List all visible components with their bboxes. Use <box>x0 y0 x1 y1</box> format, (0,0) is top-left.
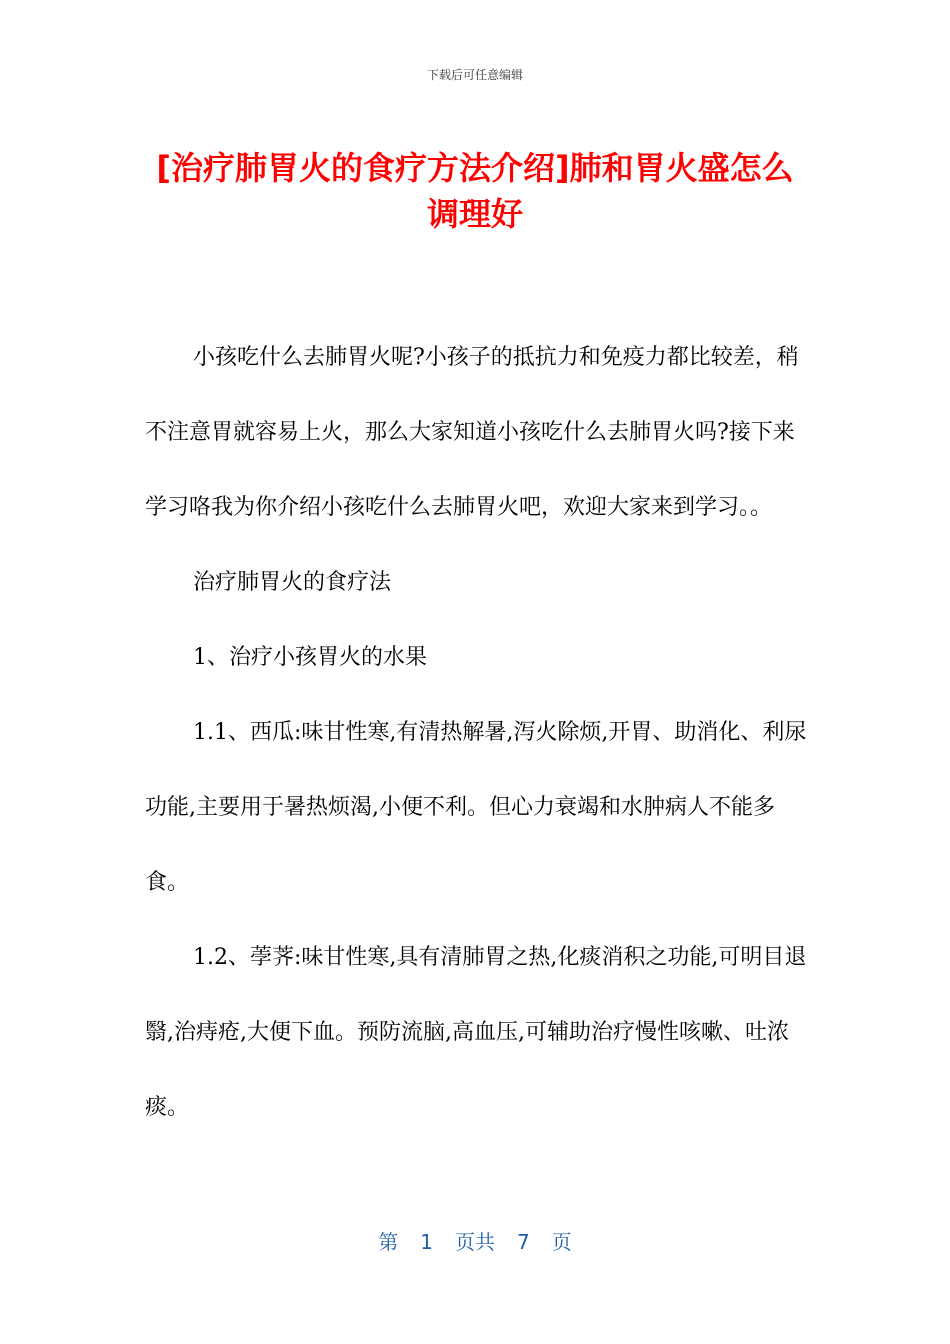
footer-total-pages: 7 <box>517 1230 530 1254</box>
intro-paragraph: 小孩吃什么去肺胃火呢?小孩子的抵抗力和免疫力都比较差，稍不注意胃就容易上火，那么大家知道小孩吃什么去肺胃火吗?接下来学习咯我为你介绍小孩吃什么去肺胃火吧，欢迎大家来到学习。。 <box>145 345 799 520</box>
section-heading: 治疗肺胃火的食疗法 <box>193 570 392 595</box>
document-title: [治疗肺胃火的食疗方法介绍]肺和胃火盛怎么调理好 <box>156 149 794 233</box>
subsection-heading: 1、治疗小孩胃火的水果 <box>193 645 427 670</box>
item-water-chestnut-paragraph: 1.2、荸荠:味甘性寒,具有清肺胃之热,化痰消积之功能,可明目退翳,治痔疮,大便下血。预防流脑,高血压,可辅助治疗慢性咳嗽、吐浓痰。 <box>145 945 807 1120</box>
footer-middle: 页共 <box>455 1230 495 1254</box>
item-watermelon-paragraph: 1.1、西瓜:味甘性寒,有清热解暑,泻火除烦,开胃、助消化、利尿功能,主要用于暑热烦渴,小便不利。但心力衰竭和水肿病人不能多食。 <box>145 720 807 895</box>
document-body <box>145 320 810 1145</box>
footer-current-page: 1 <box>420 1230 433 1254</box>
footer-prefix: 第 <box>378 1230 399 1254</box>
footer-suffix: 页 <box>551 1230 572 1254</box>
page-footer <box>0 1226 950 1255</box>
header-note: 下载后可任意编辑 <box>426 68 523 82</box>
